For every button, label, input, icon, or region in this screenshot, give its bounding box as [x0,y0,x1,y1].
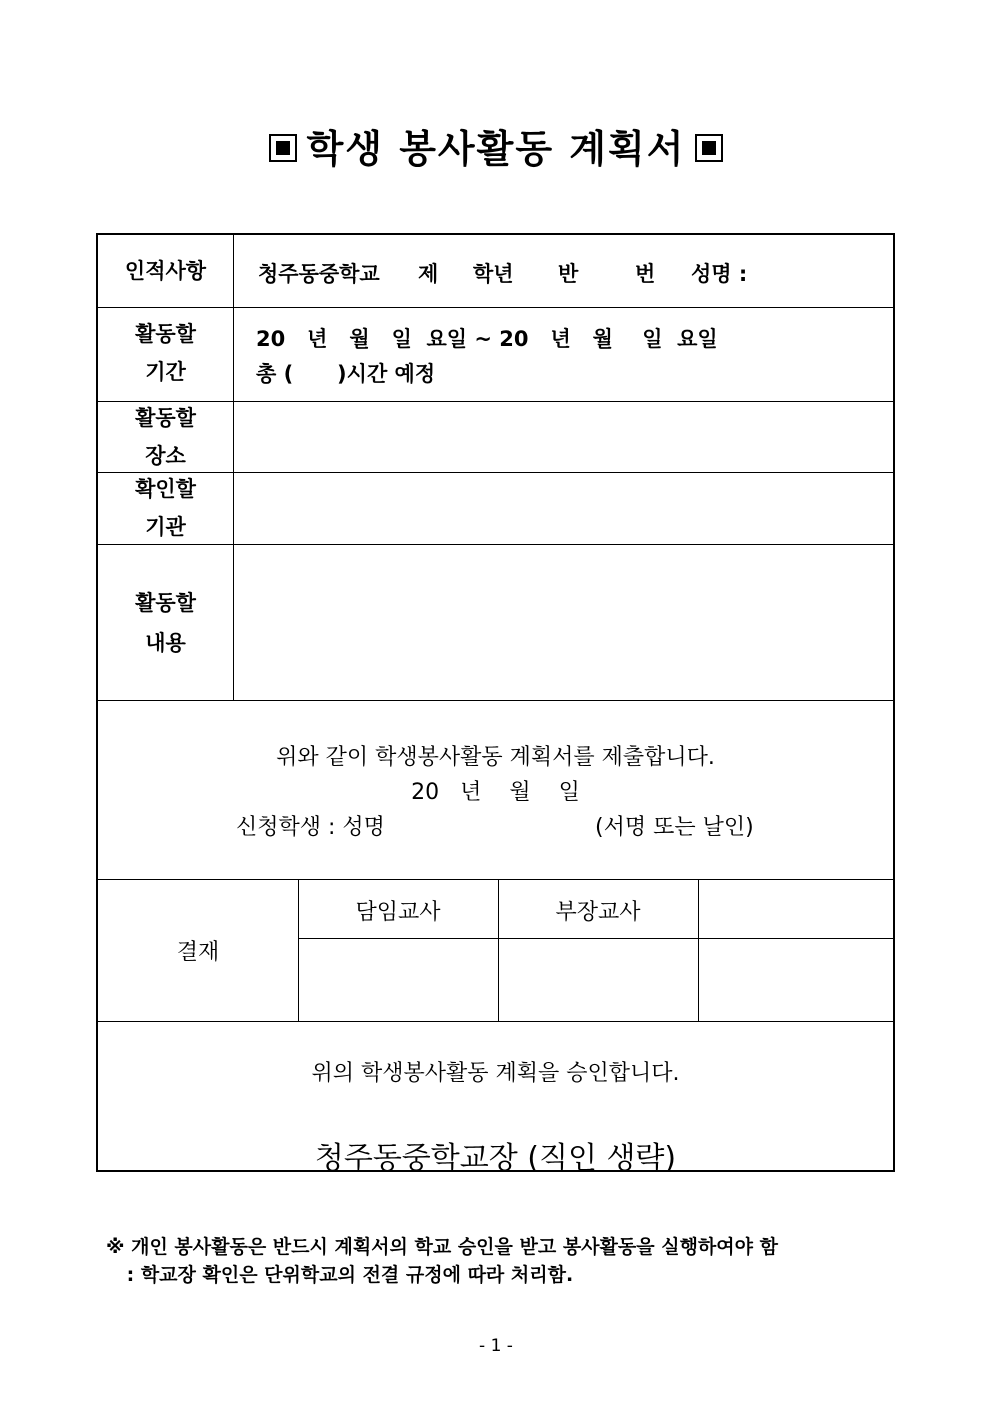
homeroom-teacher-header: 담임교사 [355,900,441,925]
org-field[interactable] [234,473,893,544]
page-title [0,118,992,173]
org-label-line2: 기관 [145,515,186,539]
place-field[interactable] [234,402,893,472]
submission-date[interactable]: 20 년 월 일 [411,780,580,805]
org-label-line1: 확인할 [135,477,196,501]
submission-statement: 위와 같이 학생봉사활동 계획서를 제출합니다. [276,745,715,770]
content-label-line1: 활동할 [135,591,196,615]
note-line-2: : 학교장 확인은 단위학교의 전결 규정에 따라 처리함. [120,1264,574,1286]
applicant-name[interactable]: 신청학생 : 성명 [236,815,385,840]
grade-prefix: 제 [418,262,439,286]
period-dates[interactable]: 20 년 월 일 요일 ~ 20 년 월 일 요일 [256,327,718,351]
place-label-line2: 장소 [145,444,186,468]
head-sign-box[interactable] [499,939,698,1021]
row-divider [98,307,893,308]
row-divider [98,879,893,880]
identity-label: 인적사항 [124,259,207,283]
title-text: 학생 봉사활동 계획서 [306,127,686,171]
filled-square-icon [695,134,723,162]
extra-sign-box[interactable] [699,939,893,1021]
content-field[interactable] [234,545,893,700]
grade-field[interactable]: 학년 [473,262,514,286]
period-label-line1: 활동할 [135,322,196,346]
page-number: - 1 - [479,1336,513,1356]
school-name: 청주동중학교 [258,262,380,286]
class-field[interactable]: 반 [558,262,579,286]
head-teacher-header: 부장교사 [555,900,641,925]
principal-statement: 위의 학생봉사활동 계획을 승인합니다. [311,1061,680,1086]
place-label-line1: 활동할 [135,406,196,430]
approval-label: 결재 [176,940,220,965]
note-line-1: ※ 개인 봉사활동은 반드시 계획서의 학교 승인을 받고 봉사활동을 실행하여야 함 [106,1236,778,1258]
name-field[interactable]: 성명 : [691,262,748,286]
content-label-line2: 내용 [145,631,186,655]
principal-signer: 청주동중학교장 (직인 생략) [314,1141,677,1176]
row-divider [98,1021,893,1022]
homeroom-sign-box[interactable] [299,939,498,1021]
period-hours[interactable]: 총 ( )시간 예정 [256,362,436,386]
period-label-line2: 기간 [145,360,186,384]
signature-note: (서명 또는 날인) [595,815,754,840]
row-divider [98,700,893,701]
filled-square-icon [269,134,297,162]
plan-form-table [96,233,895,1176]
number-field[interactable]: 번 [635,262,656,286]
